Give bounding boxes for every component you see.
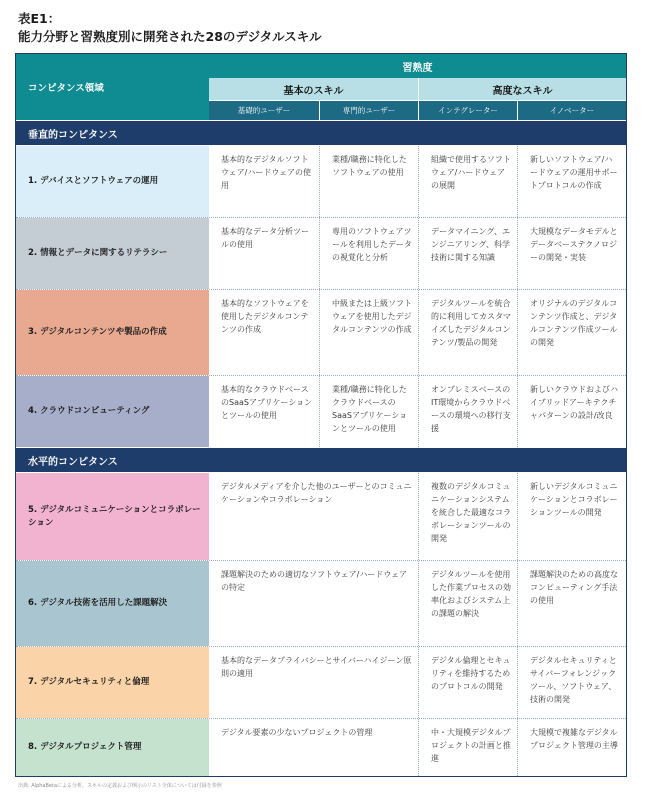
row3-basic-user: 基本的なソフトウェアを使用したデジタルコンテンツの作成: [221, 299, 309, 334]
divider-vertical-1: [319, 146, 320, 447]
header-advanced-skills: 高度なスキル: [419, 78, 626, 100]
row6-integrator: デジタルツールを使用した作業プロセスの効率化およびシステム上の課題の解決: [431, 570, 511, 618]
row4-integrator: オンプレミスベースのIT環境からクラウドベースの環境への移行支援: [431, 385, 511, 433]
row3-innovator: オリジナルのデジタルコンテンツ作成と、デジタルコンテンツ作成ツールの開発: [530, 299, 618, 347]
divider-row-3: [16, 375, 626, 376]
table-title: [18, 10, 322, 46]
row5-integrator: 複数のデジタルコミュニケーションシステムを統合した最適なコラボレーションツールの開発: [431, 482, 511, 543]
row-label-project-management: 8. デジタルプロジェクト管理: [16, 719, 209, 776]
row1-basic-user: 基本的なデジタルソフトウェア/ハードウェアの使用: [221, 155, 312, 190]
divider-row-1: [16, 217, 626, 218]
table-number: 表E1：: [18, 11, 61, 26]
divider-vertical-3: [418, 473, 419, 776]
row7-integrator: デジタル倫理とセキュリティを維持するためのプロトコルの開発: [431, 656, 511, 691]
row-label-info-data-literacy: 2. 情報とデータに関するリテラシー: [16, 218, 209, 289]
divider-vertical-4: [517, 146, 518, 447]
row4-expert-user: 業種/職務に特化したクラウドベースのSaaSアプリケーションとツールの使用: [332, 385, 408, 433]
row2-innovator: 大規模なデータモデルとデータベーステクノロジーの開発・実装: [530, 227, 618, 262]
row-label-cloud-computing: 4. クラウドコンピューティング: [16, 376, 209, 447]
row6-basic-skills: 課題解決のための適切なソフトウェア/ハードウェアの特定: [221, 570, 408, 592]
row7-innovator: デジタルセキュリティとサイバーフォレンジックツール、ソフトウェア、技術の開発: [530, 656, 617, 704]
row1-innovator: 新しいソフトウェア/ハードウェアの運用サポートプロトコルの作成: [530, 155, 618, 190]
row2-integrator: データマイニング、エンジニアリング、科学技術に関する知識: [431, 227, 511, 262]
row8-integrator: 中・大規模デジタルプロジェクトの計画と推進: [431, 728, 511, 763]
row5-innovator: 新しいデジタルコミュニケーションとコラボレーションツールの開発: [530, 482, 618, 517]
divider-vertical-5: [517, 473, 518, 776]
row3-expert-user: 中級または上級ソフトウェアを使用したデジタルコンテンツの作成: [332, 299, 412, 334]
header-proficiency: 習熟度: [209, 54, 626, 78]
header-level-innovator: イノベーター: [518, 101, 626, 120]
row-label-problem-solving: 6. デジタル技術を活用した課題解決: [16, 561, 209, 646]
row-label-security-ethics: 7. デジタルセキュリティと倫理: [16, 647, 209, 718]
row4-innovator: 新しいクラウドおよびハイブリッドアーキテクチャパターンの設計/改良: [530, 385, 618, 420]
row2-expert-user: 専用のソフトウェアツールを利用したデータの視覚化と分析: [332, 227, 412, 262]
row7-basic-skills: 基本的なデータプライバシーとサイバーハイジーン原則の適用: [221, 656, 412, 678]
row-label-communication-collaboration: 5. デジタルコミュニケーションとコラボレーション: [16, 473, 209, 560]
row6-innovator: 課題解決のための高度なコンピューティング手法の使用: [530, 570, 618, 605]
row3-integrator: デジタルツールを統合的に利用してカスタマイズしたデジタルコンテンツ/製品の開発: [431, 299, 511, 347]
row5-basic-skills: デジタルメディアを介した他のユーザーとのコミュニケーションやコラボレーション: [221, 482, 412, 504]
row1-expert-user: 業種/職務に特化したソフトウェアの使用: [332, 155, 407, 177]
header-basic-skills: 基本のスキル: [209, 78, 418, 100]
row-label-device-software: 1. デバイスとソフトウェアの運用: [16, 146, 209, 217]
table-caption: 能力分野と習熟度別に開発された28のデジタルスキル: [18, 29, 322, 44]
section-vertical-competency: 垂直的コンピタンス: [16, 121, 626, 145]
header-level-expert-user: 専門的ユーザー: [320, 101, 418, 120]
row4-basic-user: 基本的なクラウドベースのSaaSアプリケーションとツールの使用: [221, 385, 313, 420]
section-horizontal-competency: 水平的コンピタンス: [16, 448, 626, 472]
divider-row-5: [16, 560, 626, 561]
header-competency-area: コンピタンス領域: [16, 54, 209, 120]
divider-row-7: [16, 718, 626, 719]
row8-basic-skills: デジタル要素の少ないプロジェクトの管理: [221, 728, 373, 737]
row-label-digital-content: 3. デジタルコンテンツや製品の作成: [16, 290, 209, 375]
header-level-integrator: インテグレーター: [419, 101, 517, 120]
row1-integrator: 組織で使用するソフトウェア/ハードウェアの展開: [431, 155, 511, 190]
divider-vertical-2: [418, 146, 419, 447]
source-note: 出典: AlphaBetaによる分析。スキルの定義および例示のリスト全体については付録を参照: [18, 783, 222, 789]
divider-row-2: [16, 289, 626, 290]
header-level-basic-user: 基礎的ユーザー: [209, 101, 319, 120]
divider-row-6: [16, 646, 626, 647]
row8-innovator: 大規模で複雑なデジタルプロジェクト管理の主導: [530, 728, 618, 750]
row2-basic-user: 基本的なデータ分析ツールの使用: [221, 227, 309, 249]
